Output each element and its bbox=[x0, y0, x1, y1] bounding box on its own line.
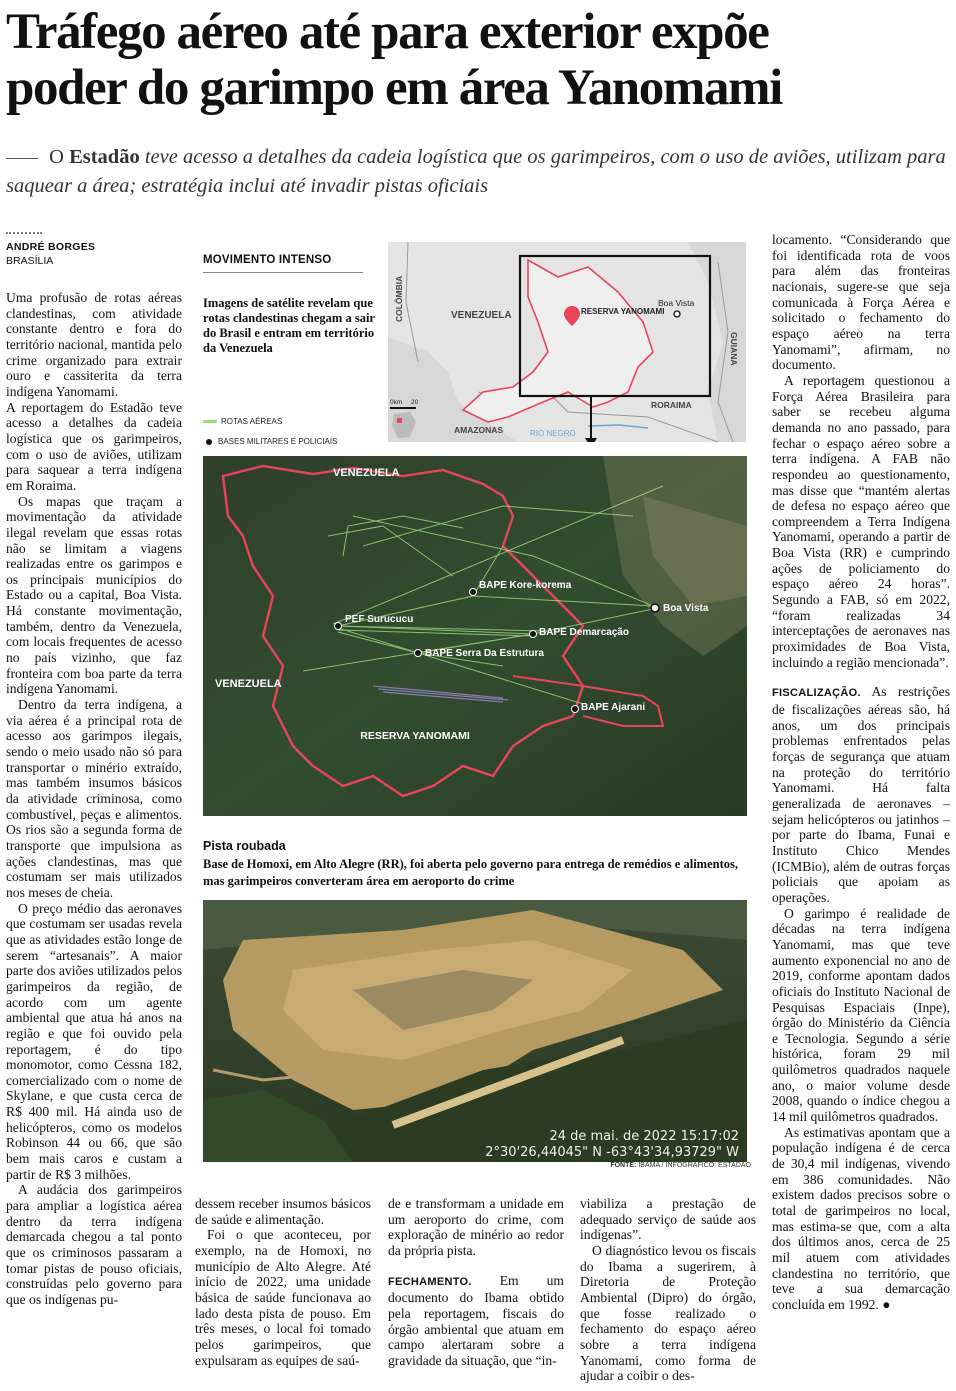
sat-label-venezuela-top: VENEZUELA bbox=[333, 467, 400, 479]
base-label-kore-korema: BAPE Kore-korema bbox=[479, 580, 572, 591]
map-label-guiana: GUIANA bbox=[729, 332, 739, 366]
route-line-icon bbox=[203, 420, 217, 423]
col1-paragraph: A reportagem do Estadão teve acesso a detalhes da cadeia logística que os garimpeiros, com o uso de aviões, utilizam para saquear a terra indígena em Roraima. bbox=[6, 399, 182, 493]
col2-paragraph: Foi o que aconteceu, por exemplo, na de Homoxi, no município de Alto Alegre. Até início de 2022, uma unidade básica de saúde funcionava ao lado desta pista de pouso. Em três meses, o local foi tomado pelos garimpeiros, que expulsaram as equipes de saú- bbox=[195, 1227, 371, 1368]
map-label-venezuela: VENEZUELA bbox=[451, 310, 512, 321]
scale-zero: 0km bbox=[390, 399, 403, 406]
col5-paragraph: locamento. “Considerando que foi identificada rota de voos para além das fronteiras nacionais, sugere-se que seja comunicada à Força Aérea e solicitado o fechamento do espaço aéreo na terra Yanomami”, afirmam, no documento. bbox=[772, 232, 950, 373]
infographic-source bbox=[610, 1162, 751, 1169]
aerial-photo-image bbox=[203, 900, 747, 1162]
sat-label-venezuela-left: VENEZUELA bbox=[215, 678, 282, 690]
scale-end: 20 bbox=[411, 399, 419, 406]
col1-paragraph: Uma profusão de rotas aéreas clandestinas, com atividade constante dentro e fora do território nacional, mantida pelo crime organizado para extrair ouro e cassiterita da terra indígena Yanomami. bbox=[6, 290, 182, 399]
map-legend bbox=[203, 412, 337, 452]
column-2 bbox=[195, 1196, 371, 1368]
col5-paragraph bbox=[772, 1125, 950, 1313]
infographic-title-rule bbox=[203, 272, 363, 273]
legend-routes bbox=[203, 412, 337, 432]
map-label-reserve: RESERVA YANOMAMI bbox=[581, 307, 665, 316]
legend-routes-label: ROTAS AÉREAS bbox=[221, 417, 283, 426]
infographic-title: MOVIMENTO INTENSO bbox=[203, 254, 332, 266]
map-label-rio-negro: RIO NEGRO bbox=[530, 429, 576, 438]
column-5 bbox=[772, 232, 950, 1313]
photo-timestamp: 24 de mai. de 2022 15:17:02 bbox=[549, 1129, 739, 1144]
sat-label-reserve-text: RESERVA YANOMAMI bbox=[360, 730, 470, 742]
source-label: FONTE: bbox=[610, 1162, 637, 1169]
col5-paragraph-text: As estimativas apontam que a população indígena é de cerca de 30,4 mil indígenas, vivendo em 386 comunidades. Não existem dados precisos sobre o total de garimpeiros no local, mas estima-se que, com a alta dos últimos anos, cerca de 25 mil atuem com atividades clandestina no território, que teve a sua demarcação concluída em 1992. bbox=[772, 1124, 950, 1312]
col3-paragraph: de e transformam a unidade em um aeroporto do crime, com exploração de minério ao redor da própria pista. bbox=[388, 1196, 564, 1258]
headline-line-2: poder do garimpo em área Yanomami bbox=[6, 60, 782, 116]
col3-paragraph-text: Em um documento do Ibama obtido pela reportagem, fiscais do órgão ambiental que atuam em campo alertaram sobre a gravidade da situação, que “in- bbox=[388, 1272, 564, 1368]
satellite-map bbox=[203, 456, 747, 816]
base-label-demarcacao: BAPE Demarcação bbox=[539, 627, 630, 638]
headline-line-1: Tráfego aéreo até para exterior expõe bbox=[6, 4, 769, 60]
base-dot-icon bbox=[206, 439, 212, 445]
col1-paragraph: A audácia dos garimpeiros para ampliar a logística aérea dentro da terra indígena demarcada chegou a tal ponto que os criminosos passaram a tomar pistas de pouso oficiais, construídas pelo governo para que os indígenas pu- bbox=[6, 1182, 182, 1307]
col5-paragraph bbox=[772, 684, 950, 905]
col5-paragraph: O garimpo é realidade de décadas na terra indígena Yanomami, mas que teve aumento exponencial no ano de 2019, conforme apontam dados oficiais do Instituto Nacional de Pesquisas Espaciais (Inpe), órgão do Ministério da Ciência e Tecnologia. Segundo a série histórica, foram 29 mil quilômetros quadrados naquele ano, o maior volume desde 2008, quando o índice chegou a 14 mil quilômetros quadrados. bbox=[772, 905, 950, 1125]
end-mark: ● bbox=[882, 1296, 891, 1312]
map-label-colombia: COLÔMBIA bbox=[394, 275, 404, 322]
base-label-serra-estrutura: BAPE Serra Da Estrutura bbox=[425, 648, 544, 659]
byline-author: ANDRÉ BORGES bbox=[6, 241, 96, 253]
legend-bases-label: BASES MILITARES E POLICIAIS bbox=[218, 437, 338, 446]
sat-label-reserve bbox=[360, 730, 470, 742]
photo-caption: Base de Homoxi, em Alto Alegre (RR), foi aberta pelo governo para entrega de remédios e alimentos, mas garimpeiros converteram área em aeroporto do crime bbox=[203, 857, 738, 888]
col4-paragraph: O diagnóstico levou os fiscais do Ibama a sugerirem, à Diretoria de Proteção Ambiental (Dipro) do órgão, que fosse realizado o fechamento do espaço aéreo sobre a terra indígena Yanomami, como forma de ajudar a coibir o des- bbox=[580, 1242, 756, 1384]
headline bbox=[6, 4, 950, 116]
map-label-amazonas: AMAZONAS bbox=[454, 425, 504, 435]
col5-paragraph-text: As restrições de fiscalizações aéreas são, há anos, um dos principais problemas enfrentados pelas forças de segurança que atuam na proteção do território Yanomami. Há falta generalizada de aeronaves – sejam helicópteros ou jatinhos – por parte do Ibama, Funai e Instituto Chico Mendes (ICMBio), além de outras forças policiais que apoiam as operações. bbox=[772, 684, 950, 905]
map-label-boa-vista: Boa Vista bbox=[658, 298, 695, 308]
col1-paragraph: Os mapas que traçam a movimentação da atividade ilegal revelam que essas rotas não se limitam a viagens realizadas entre os garimpos e os principais municípios do Estado ou a capital, Boa Vista. Há constante movimentação, também, dentro da Venezuela, com locais frequentes de acesso no país vizinho, que faz fronteira com boa parte da terra indígena Yanomami. bbox=[6, 493, 182, 697]
col1-paragraph: Dentro da terra indígena, a via aérea é a principal rota de acesso aos garimpos ilegais, sendo o meio usado não só para transportar o minério extraído, mas também insumos básicos da atividade criminosa, como combustível, peças e alimentos. Os rios são a segunda forma de transporte que impulsiona as ações clandestinas, mas que costumam ser mais utilizados nos meses de cheia. bbox=[6, 697, 182, 900]
col3-paragraph bbox=[388, 1273, 564, 1369]
base-label-ajarani: BAPE Ajarani bbox=[581, 702, 646, 713]
map-label-roraima: RORAIMA bbox=[651, 400, 692, 410]
subhead bbox=[6, 143, 950, 201]
base-label-boa-vista: Boa Vista bbox=[663, 603, 709, 614]
legend-bases bbox=[203, 432, 337, 452]
base-label-surucucu: PEF Surucucu bbox=[345, 614, 414, 625]
col1-paragraph: O preço médio das aeronaves que costumam ser usadas revela que as atividades estão longe de serem “artesanais”. A maior parte dos aviões utilizados pelos garimpeiros da região, de acordo com um agente ambiental que atua há anos na região e que foi ouvido pela reportagem, é do tipo monomotor, como Cessna 182, comercializado com o nome de Skylane, e que custa cerca de R$ 400 mil. Há ainda uso de helicópteros, como os modelos Robinson 44 ou 66, que são bem mais caros e custam a partir de R$ 3 milhões. bbox=[6, 900, 182, 1182]
byline-dots bbox=[6, 232, 42, 234]
column-3 bbox=[388, 1196, 564, 1369]
column-4 bbox=[580, 1196, 756, 1384]
locator-map bbox=[388, 242, 746, 442]
subhead-text: teve acesso a detalhes da cadeia logística que os garimpeiros, com o uso de aviões, utilizam para saquear a área; estratégia inclui até invadir pistas oficiais bbox=[6, 146, 946, 197]
section-heading-fiscalizacao: FISCALIZAÇÃO. bbox=[772, 687, 861, 700]
byline-city: BRASÍLIA bbox=[6, 255, 54, 267]
photo-title: Pista roubada bbox=[203, 839, 286, 853]
aerial-photo bbox=[203, 900, 747, 1162]
col5-paragraph: A reportagem questionou a Força Aérea Brasileira para saber se recebeu alguma demanda no ano passado, para fechar o espaço aéreo sobre a terra indígena. A FAB não respondeu ao questionamento, mas disse que “mantém alertas de defesa no espaço aéreo que compreendem a Terra Indígena Yanomami, operando a partir de Boa Vista (RR) e cumprindo ações de policiamento do espaço aéreo 24 horas”. Segundo a FAB, só em 2022, “foram realizadas 34 interceptações de aeronaves nas proximidades de Boa Vista, incluindo a região mencionada”. bbox=[772, 372, 950, 670]
subhead-dash bbox=[6, 158, 38, 159]
subhead-prefix: O bbox=[49, 146, 64, 168]
column-1 bbox=[6, 232, 182, 1308]
subhead-brand: Estadão bbox=[69, 146, 140, 168]
source-text: IBAMA / INFOGRÁFICO: ESTADÃO bbox=[638, 1162, 751, 1169]
col2-paragraph: dessem receber insumos básicos de saúde e alimentação. bbox=[195, 1196, 371, 1227]
infographic-description: Imagens de satélite revelam que rotas clandestinas chegam a sair do Brasil e entram em território da Venezuela bbox=[203, 296, 375, 355]
infographic bbox=[195, 234, 755, 1174]
section-heading-fechamento: FECHAMENTO. bbox=[388, 1275, 472, 1288]
col4-paragraph: viabiliza a prestação de adequado serviço de saúde aos indígenas”. bbox=[580, 1196, 756, 1243]
photo-coordinates: 2°30'26,44045" N -63°43'34,93729" W bbox=[485, 1145, 739, 1160]
